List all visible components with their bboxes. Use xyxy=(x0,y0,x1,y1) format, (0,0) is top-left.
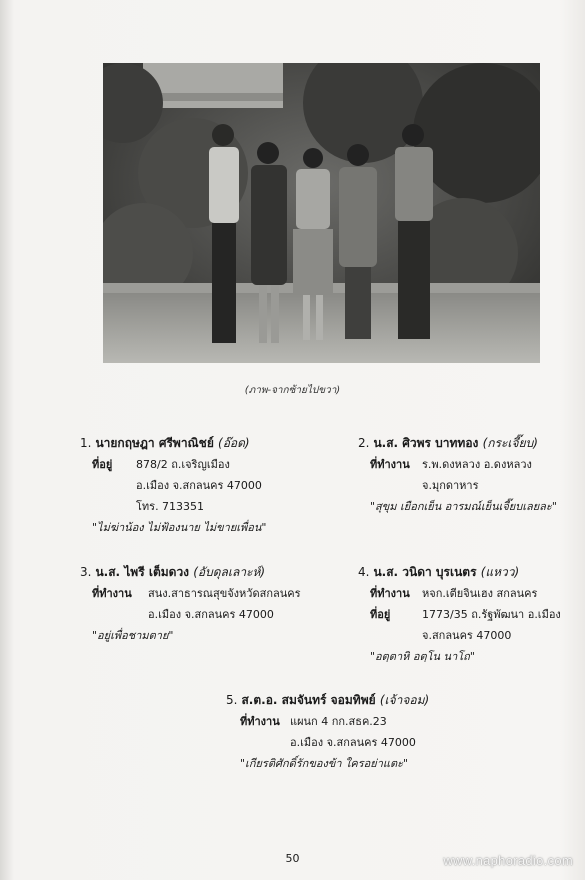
entry-3 xyxy=(80,562,350,646)
line-label: ที่ทำงาน xyxy=(370,587,410,600)
entry-4-line-2 xyxy=(358,604,580,625)
entry-3-line-2 xyxy=(80,604,350,625)
entry-1-line-3 xyxy=(80,496,350,517)
line-text: 878/2 ถ.เจริญเมือง xyxy=(136,458,230,471)
line-text: หจก.เตียจินเฮง สกลนคร xyxy=(422,587,538,600)
entry-4-line-3 xyxy=(358,625,580,646)
group-photo xyxy=(103,63,540,363)
group-photo-image xyxy=(103,63,540,363)
entry-5-line-2 xyxy=(226,732,526,753)
entry-1-line-2 xyxy=(80,475,350,496)
entry-4-line-1 xyxy=(358,583,580,604)
entry-1 xyxy=(80,433,350,538)
line-label: ที่อยู่ xyxy=(370,608,391,621)
entry-number: 5. xyxy=(226,693,238,707)
entry-2-line-1 xyxy=(358,454,580,475)
line-label: ที่ทำงาน xyxy=(240,715,280,728)
entry-nickname: (แหวว) xyxy=(480,565,520,579)
entry-5-heading xyxy=(226,690,526,711)
entry-number: 4. xyxy=(358,565,370,579)
line-text: จ.สกลนคร 47000 xyxy=(422,629,512,642)
entry-number: 2. xyxy=(358,436,370,450)
entry-5-line-1 xyxy=(226,711,526,732)
entry-5 xyxy=(226,690,526,774)
entry-nickname: (อ๊อด) xyxy=(218,436,250,450)
entry-2-line-2 xyxy=(358,475,580,496)
line-text: อ.เมือง จ.สกลนคร 47000 xyxy=(148,608,274,621)
entry-4-motto: "อตฺตาหิ อตฺโน นาโถ" xyxy=(370,650,475,663)
entry-name: น.ส. ศิวพร บาททอง xyxy=(373,436,479,450)
line-label: ที่อยู่ xyxy=(92,458,113,471)
watermark-text: www.naphoradio.com xyxy=(443,853,573,868)
line-label: ที่ทำงาน xyxy=(370,458,410,471)
entry-number: 1. xyxy=(80,436,92,450)
entry-name: นายกฤษฎา ศรีพาณิชย์ xyxy=(95,436,214,450)
entry-1-motto: "ไม่ฆ่าน้อง ไม่ฟ้องนาย ไม่ขายเพื่อน" xyxy=(92,521,267,534)
line-text: ร.พ.ดงหลวง อ.ดงหลวง xyxy=(422,458,532,471)
entry-5-motto: "เกียรติศักดิ์รักของข้า ใครอย่าแตะ" xyxy=(240,757,409,770)
entry-1-line-1 xyxy=(80,454,350,475)
photo-caption: (ภาพ-จากซ้ายไปขวา) xyxy=(244,385,341,396)
entry-2-motto: "สุขุม เยือกเย็น อารมณ์เย็นเจี๊ยบเลยละ" xyxy=(370,500,557,513)
line-text: โทร. 713351 xyxy=(136,500,205,513)
line-text: สนง.สาธารณสุขจังหวัดสกลนคร xyxy=(148,587,301,600)
entry-3-heading xyxy=(80,562,350,583)
entry-name: ส.ต.อ. สมจันทร์ จอมทิพย์ xyxy=(241,693,376,707)
line-text: แผนก 4 กก.สธค.23 xyxy=(290,715,387,728)
entry-3-line-1 xyxy=(80,583,350,604)
entry-1-heading xyxy=(80,433,350,454)
page-number: 50 xyxy=(285,852,300,865)
entry-nickname: (เจ้าจอม) xyxy=(379,693,430,707)
entry-number: 3. xyxy=(80,565,92,579)
entry-nickname: (กระเจี๊ยบ) xyxy=(482,436,538,450)
entry-3-motto: "อยู่เพื่อชามตาย" xyxy=(92,629,174,642)
line-text: จ.มุกดาหาร xyxy=(422,479,479,492)
entry-4 xyxy=(358,562,580,667)
line-label: ที่ทำงาน xyxy=(92,587,132,600)
entry-4-heading xyxy=(358,562,580,583)
line-text: อ.เมือง จ.สกลนคร 47000 xyxy=(290,736,416,749)
entry-2-heading xyxy=(358,433,580,454)
entry-nickname: (อับดุลเลาะห์) xyxy=(193,565,266,579)
line-text: อ.เมือง จ.สกลนคร 47000 xyxy=(136,479,262,492)
entry-name: น.ส. ไพรี เต็มดวง xyxy=(95,565,190,579)
entry-name: น.ส. วนิดา บุรเนตร xyxy=(373,565,477,579)
entry-2 xyxy=(358,433,580,517)
line-text: 1773/35 ถ.รัฐพัฒนา อ.เมือง xyxy=(422,608,561,621)
